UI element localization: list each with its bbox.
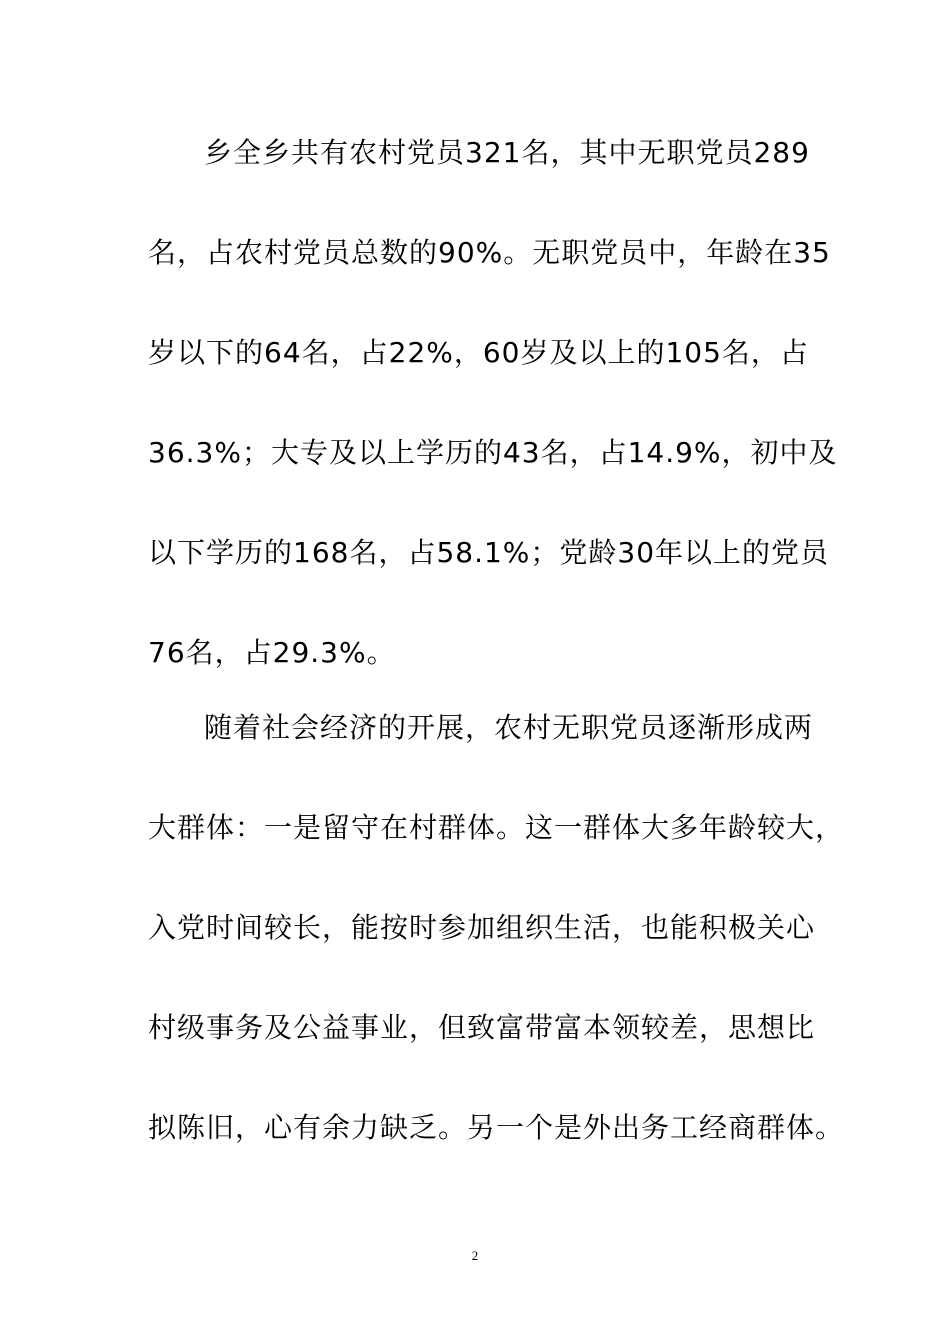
paragraph-2-line-1: 随着社会经济的开展，农村无职党员逐渐形成两 [204, 711, 814, 744]
paragraph-1-line-5: 以下学历的168名，占58.1%；党龄30年以上的党员 [148, 536, 830, 569]
paragraph-2-line-3: 入党时间较长，能按时参加组织生活，也能积极关心 [148, 911, 816, 944]
paragraph-1-line-3: 岁以下的64名，占22%，60岁及以上的105名，占 [148, 336, 809, 369]
page-number: 2 [471, 1248, 479, 1263]
paragraph-2-line-5: 拟陈旧，心有余力缺乏。另一个是外出务工经商群体。 [148, 1111, 845, 1144]
paragraph-2-line-4: 村级事务及公益事业，但致富带富本领较差，思想比 [148, 1011, 816, 1044]
paragraph-2-line-2: 大群体：一是留守在村群体。这一群体大多年龄较大， [148, 811, 845, 844]
paragraph-1-line-4: 36.3%；大专及以上学历的43名，占14.9%，初中及 [148, 436, 838, 469]
paragraph-1-line-1: 乡全乡共有农村党员321名，其中无职党员289 [204, 136, 810, 169]
paragraph-1-line-2: 名，占农村党员总数的90%。无职党员中，年龄在35 [148, 236, 831, 269]
paragraph-1-line-6: 76名，占29.3%。 [148, 636, 396, 669]
